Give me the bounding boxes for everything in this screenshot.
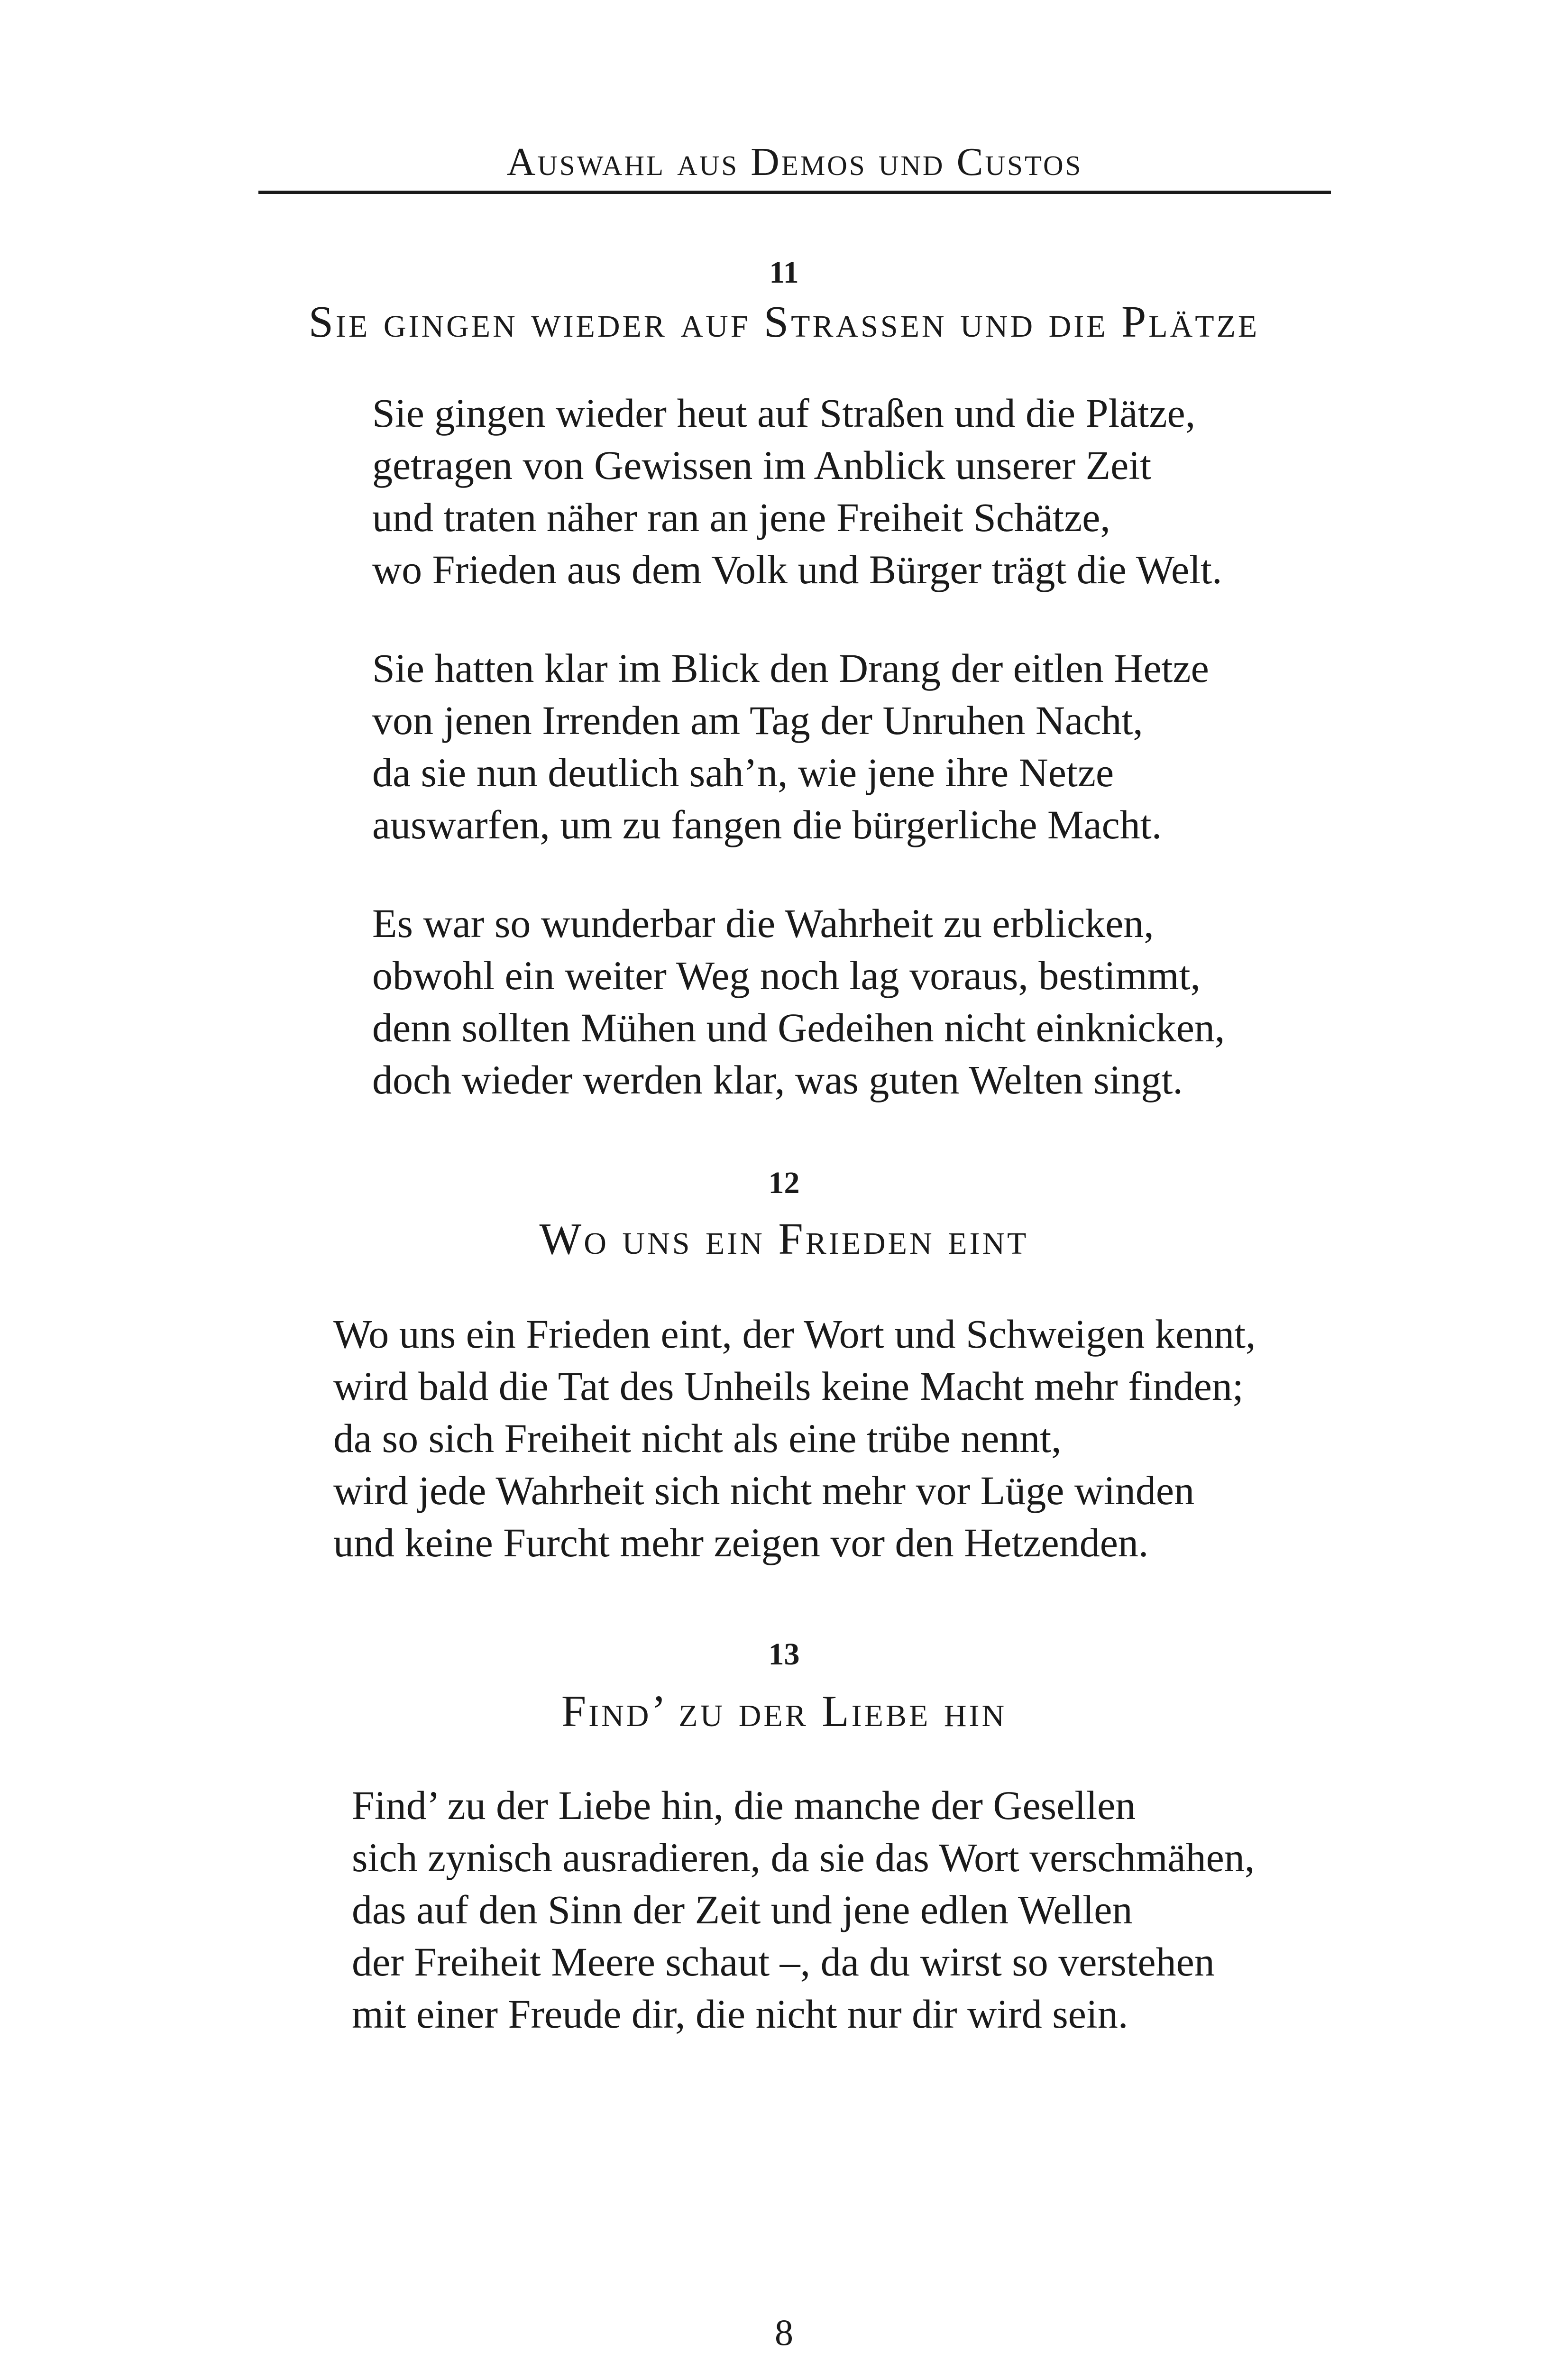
verse-line: auswarfen, um zu fangen die bürgerliche Macht. [372, 802, 1162, 847]
verse-line: getragen von Gewissen im Anblick unserer Zeit [372, 442, 1152, 488]
verse-line: das auf den Sinn der Zeit und jene edlen Wellen [352, 1887, 1133, 1932]
verse-line: Wo uns ein Frieden eint, der Wort und Schweigen kennt, [333, 1311, 1256, 1357]
verse-line: Sie hatten klar im Blick den Drang der eitlen Hetze [372, 645, 1209, 691]
verse-line: wird bald die Tat des Unheils keine Macht mehr finden; [333, 1363, 1244, 1409]
verse-line: da sie nun deutlich sah’n, wie jene ihre Netze [372, 750, 1114, 795]
verse-line: Sie gingen wieder heut auf Straßen und die Plätze, [372, 390, 1196, 436]
running-head-rule [258, 191, 1331, 194]
verse-line: sich zynisch ausradieren, da sie das Wort verschmähen, [352, 1835, 1255, 1880]
poem-12-stanza-1 [333, 1308, 1256, 1569]
verse-line: wo Frieden aus dem Volk und Bürger trägt die Welt. [372, 547, 1222, 592]
poem-11-stanza-2 [372, 642, 1209, 851]
poem-13-number: 13 [768, 1637, 800, 1672]
poem-11-stanza-1 [372, 387, 1222, 596]
poem-12-number: 12 [768, 1166, 800, 1200]
page-number: 8 [775, 2312, 793, 2353]
poem-12-title: Wo uns ein Frieden eint [539, 1214, 1029, 1264]
poem-13-title: Find’ zu der Liebe hin [561, 1687, 1007, 1736]
running-head: Auswahl aus Demos und Custos [506, 140, 1083, 184]
verse-line: wird jede Wahrheit sich nicht mehr vor Lüge winden [333, 1468, 1195, 1513]
verse-line: denn sollten Mühen und Gedeihen nicht einknicken, [372, 1005, 1225, 1050]
verse-line: Es war so wunderbar die Wahrheit zu erblicken, [372, 901, 1154, 946]
poem-11-number: 11 [769, 255, 799, 290]
verse-line: mit einer Freude dir, die nicht nur dir wird sein. [352, 1991, 1128, 2037]
poem-11-stanza-3 [372, 897, 1225, 1106]
verse-line: von jenen Irrenden am Tag der Unruhen Nacht, [372, 698, 1143, 743]
poem-11-title: Sie gingen wieder auf Strassen und die Plätze [308, 297, 1260, 347]
verse-line: der Freiheit Meere schaut –, da du wirst so verstehen [352, 1939, 1215, 1985]
verse-line: und traten näher ran an jene Freiheit Schätze, [372, 495, 1110, 540]
poem-13-stanza-1 [352, 1779, 1255, 2040]
verse-line: Find’ zu der Liebe hin, die manche der Gesellen [352, 1783, 1136, 1828]
verse-line: und keine Furcht mehr zeigen vor den Hetzenden. [333, 1520, 1149, 1565]
verse-line: doch wieder werden klar, was guten Welten singt. [372, 1057, 1183, 1103]
verse-line: obwohl ein weiter Weg noch lag voraus, bestimmt, [372, 953, 1201, 998]
verse-line: da so sich Freiheit nicht als eine trübe nennt, [333, 1415, 1062, 1461]
